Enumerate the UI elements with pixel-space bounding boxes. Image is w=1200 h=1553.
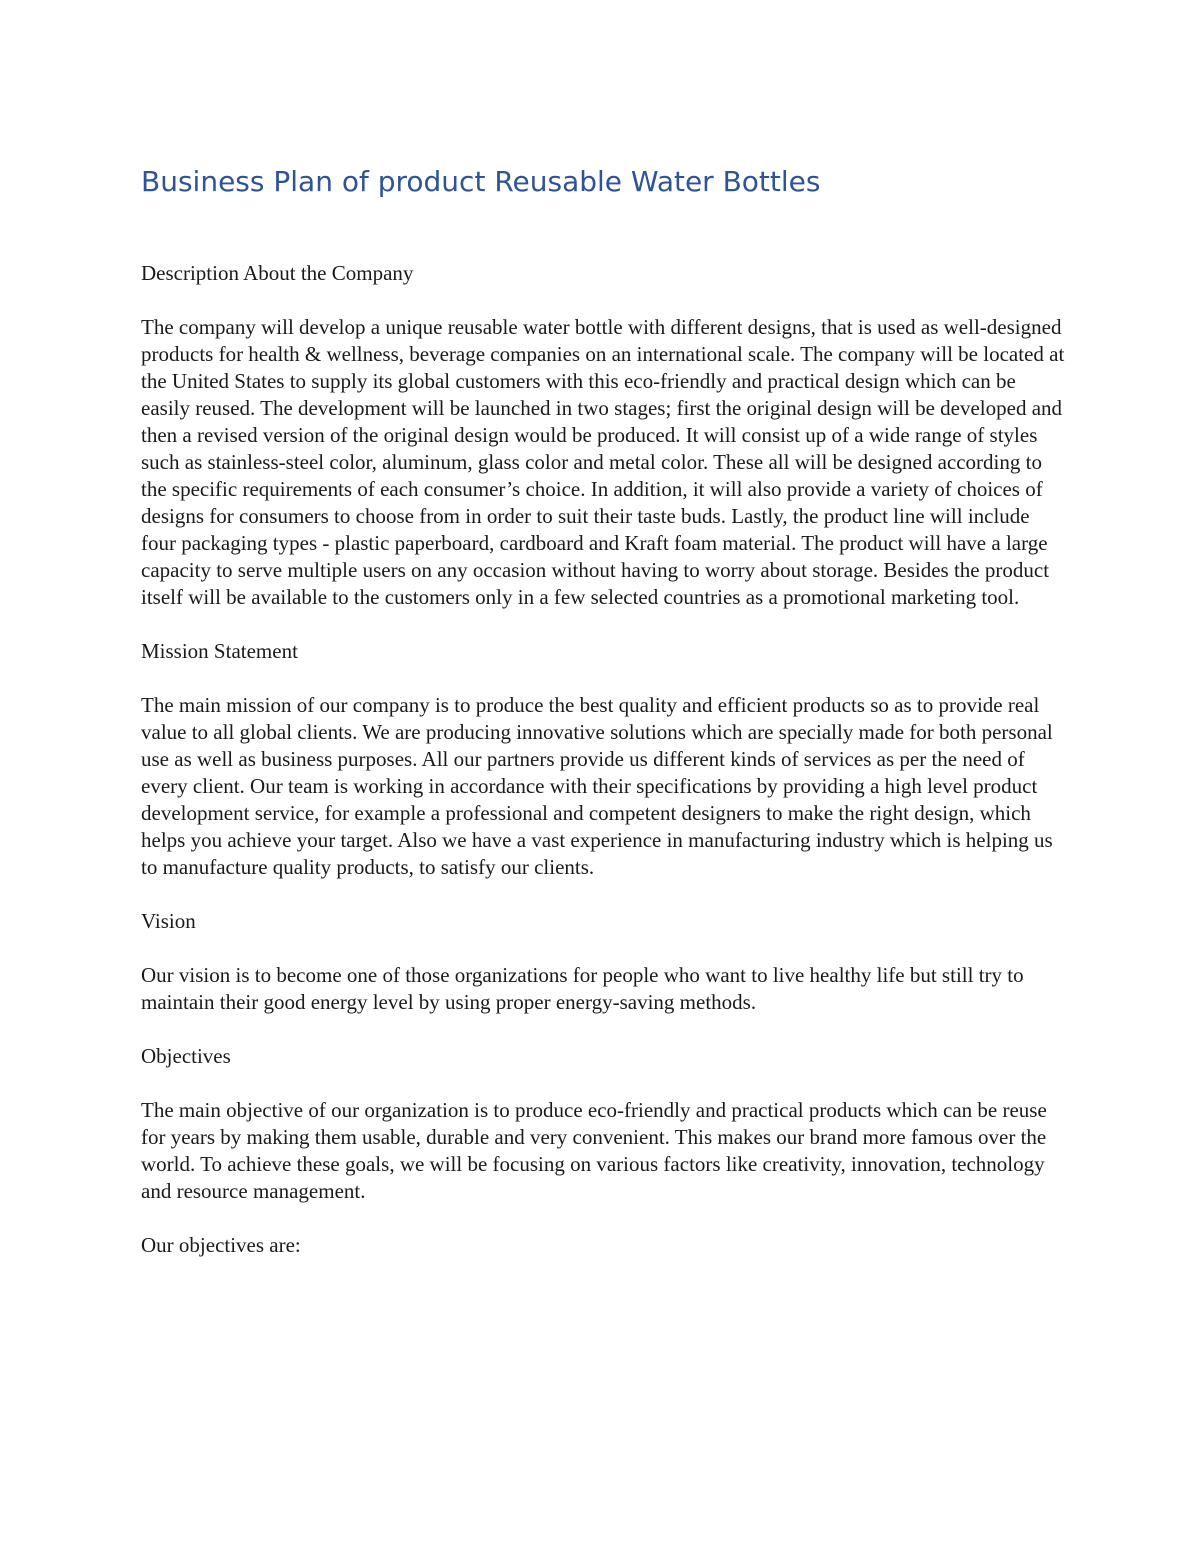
section-heading-vision: Vision — [141, 909, 196, 933]
section-body-vision: Our vision is to become one of those organizations for people who want to live healthy life but still try to maintain their good energy level by using proper energy-saving methods. — [141, 963, 1024, 1014]
section-heading-description: Description About the Company — [141, 261, 414, 285]
section-heading-objectives: Objectives — [141, 1044, 231, 1068]
document-title: Business Plan of product Reusable Water Bottles — [141, 165, 821, 198]
section-body-mission: The main mission of our company is to produce the best quality and efficient products so as to provide real value to all global clients. We are producing innovative solutions which are specially made for both personal use as well as business purposes. All our partners provide us different kinds of services as per the need of every client. Our team is working in accordance with their specifications by providing a high level product development service, for example a professional and competent designers to make the right design, which helps you achieve your target. Also we have a vast experience in manufacturing industry which is helping us to manufacture quality products, to satisfy our clients. — [141, 693, 1053, 879]
section-body-description: The company will develop a unique reusable water bottle with different designs, that is used as well-designed products for health & wellness, beverage companies on an international scale. The company will be located at the United States to supply its global customers with this eco-friendly and practical design which can be easily reused. The development will be launched in two stages; first the original design will be developed and then a revised version of the original design would be produced. It will consist up of a wide range of styles such as stainless-steel color, aluminum, glass color and metal color. These all will be designed according to the specific requirements of each consumer’s choice. In addition, it will also provide a variety of choices of designs for consumers to choose from in order to suit their taste buds. Lastly, the product line will include four packaging types - plastic paperboard, cardboard and Kraft foam material. The product will have a large capacity to serve multiple users on any occasion without having to worry about storage. Besides the product itself will be available to the customers only in a few selected countries as a promotional marketing tool. — [141, 315, 1065, 609]
section-body-objectives: The main objective of our organization is to produce eco-friendly and practical products which can be reuse for years by making them usable, durable and very convenient. This makes our brand more famous over the world. To achieve these goals, we will be focusing on various factors like creativity, innovation, technology and resource management. — [141, 1098, 1047, 1203]
document-body — [141, 162, 1066, 1286]
section-heading-mission: Mission Statement — [141, 639, 298, 663]
objectives-intro-line: Our objectives are: — [141, 1233, 301, 1257]
